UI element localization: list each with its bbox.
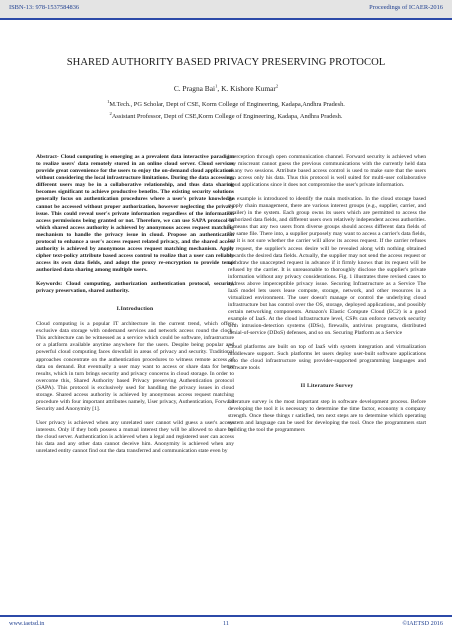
author-2-name: , K. Kishore Kumar <box>217 84 276 93</box>
header-rule <box>0 18 452 20</box>
paper-title: SHARED AUTHORITY BASED PRIVACY PRESERVING PROTOCOL <box>66 57 386 68</box>
literature-paragraph-1: Literature survey is the most important step in software development process. Before developing the tool it is necessary to determine the time factor, economy n company strength. Once these things r satisfied, ten next steps are to determine which operating system and language can be used for developing the tool. Once the programmers start building the tool the programmers <box>228 398 426 433</box>
author-2-sup: 2 <box>275 83 279 89</box>
author-1-sup: 1 <box>215 83 218 89</box>
right-column <box>228 154 426 441</box>
footer-rule <box>0 615 452 617</box>
proceedings-text: Proceedings of ICAER-2016 <box>369 4 443 11</box>
keywords: Keywords: Cloud computing, authorization authentication protocol, security, privacy preservation, shared authority. <box>36 280 234 294</box>
footer-copyright: ©IAETSD 2016 <box>402 620 443 627</box>
page-number: 11 <box>223 620 229 627</box>
affiliation-1-sup: 1 <box>107 98 110 104</box>
affiliation-1 <box>0 98 452 108</box>
author-1-name: C. Pragna Bai <box>173 84 216 93</box>
left-column <box>36 154 234 462</box>
right-paragraph-1: interception through open communication channel. Forward security is achieved when any miscreant cannot guess the previous communications with the currently held data of any two sessions. Attribute based access control is used to make sure that the users can access only his data. Thus this protocol is well suited for multi-user collaborative cloud applications since it does not compromise the user's private information. <box>228 154 426 189</box>
right-paragraph-2: An example is introduced to identify the main motivation. In the cloud storage based supply chain management, there are various interest groups (e.g., supplier, carrier, and retailer) in the system. Each group owns its users which are permitted to access the authorized data fields, and different users own relatively independent access authorities. It means that any two users from diverse groups should access different data fields of the same file. There into, a supplier purposely may want to access a carrier's data fields, but it is not sure whether the carrier will allow its access request. If the carrier refuses its request, the supplier's access desire will be revealed along with nothing obtained towards the desired data fields. Actually, the supplier may not send the access request or withdraw the unaccepted request in advance if it firmly knows that its request will be refused by the carrier. It is unreasonable to thoroughly disclose the supplier's private information without any privacy considerations. Fig. 1 illustrates three revised cases to address above imperceptible privacy issue. Securing Infrastructure as a Service The IaaS model lets users lease compute, storage, network, and other resources in a virtualized environment. The user doesn't manage or control the underlying cloud infrastructure but has control over the OS, storage, deployed applications, and possibly certain networking components. Amazon's Elastic Compute Cloud (EC2) is a good example of IaaS. At the cloud infrastructure level, CSPs can enforce network security with intrusion-detection systems (IDSs), firewalls, antivirus programs, distributed denial-of-service (DDoS) defenses, and so on. Securing Platform as a Service <box>228 195 426 337</box>
section-heading-literature-survey: II Literature Survey <box>300 383 354 390</box>
affiliation-1-text: M.Tech., PG Scholar, Dept of CSE, Korm College of Engineering, Kadapa,Andhra Pradesh. <box>109 101 345 108</box>
intro-paragraph-1: Cloud computing is a popular IT architecture in the current trend, which offers exclusive data storage with ondemand services and network access round the clock. This architecture can be witnessed as a service which could be software, infrastructure or a platform available anytime anywhere for the users. Despite being popular and powerful cloud computing faces downfall in areas of privacy and security. Traditional approaches concentrate on the authentication procedures to witness remote access of data on demand. But eventually a user may want to access or share data for better results, which in turn brings security and privacy concerns in cloud storage. In order to overcome this, Shared Authority based Privacy preserving Authentication protocol (SAPA). This protocol is exclusively used for handling the privacy issues in cloud storage. Shared access authority is achieved by anonymous access request matching procedure with four important attributes namely, User privacy, Authentication, Forward Security and Anonymity [1]. <box>36 321 234 413</box>
footer-website[interactable]: www.iaetsd.in <box>9 620 45 627</box>
section-heading-introduction: I.Introduction <box>116 306 154 313</box>
intro-paragraph-2: User privacy is achieved when any unrelated user cannot wild guess a user's access interests. Only if they both possess a mutual interest they will be allowed to share by the cloud server. Authentication is achieved when a legal and registered user can access his data and any other data cannot deceive him. Anonymity is achieved when any unrelated entity cannot find out the data transferred and communication state even by <box>36 419 234 455</box>
abstract: Abstract- Cloud computing is emerging as a prevalent data interactive paradigm to realize users' data remotely stored in an online cloud server. Cloud services provide great convenience for the users to enjoy the on-demand cloud applications without considering the local infrastructure limitations. During the data accessing, different users may be in a collaborative relationship, and thus data sharing becomes significant to achieve productive benefits. The existing security solutions generally focus on authentication procedures where a user's private knowledge cannot be accessed without proper authorization, however neglecting the privacy issue. This could reveal user's private information regardless of the information access permissions being granted or not. Therefore, we can use SAPA protocol in which shared access authority is achieved by anonymous access request matching mechanism to handle the privacy issue in cloud. Propose an authentication protocol to enhance a user's access request related privacy, and the shared access authority is achieved by anonymous access request matching mechanism. Apply cipher text-policy attribute based access control to realize that a user can reliably access its own data fields, and adopt the proxy re-encryption to provide temp authorized data sharing among multiple users. <box>36 154 234 274</box>
isbn-text: ISBN-13: 978-1537584836 <box>9 4 80 11</box>
affiliation-2 <box>0 110 452 120</box>
affiliation-2-text: Assistant Professor, Dept of CSE,Korm College of Engineering, Kadapa, Andhra Pradesh. <box>111 113 343 120</box>
affiliation-2-sup: 2 <box>109 110 112 116</box>
author-line <box>0 84 452 93</box>
right-paragraph-3: Cloud platforms are built on top of IaaS with system integration and virtualization middleware support. Such platforms let users deploy user-built software applications onto the cloud infrastructure using provider-supported programming languages and software tools <box>228 344 426 372</box>
